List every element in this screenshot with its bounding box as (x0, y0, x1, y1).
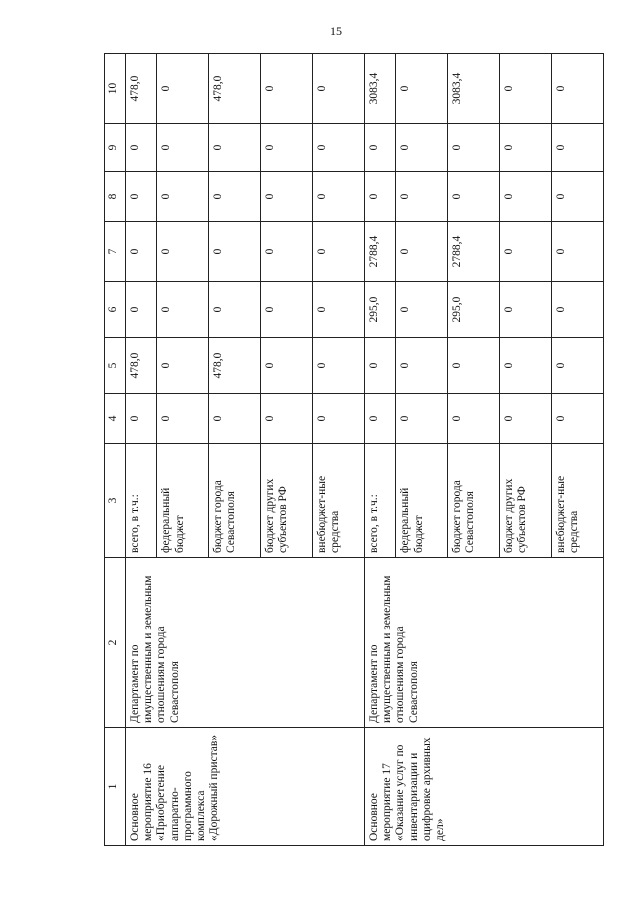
executor-cell: Департамент по имущественным и земельным отношениям города Севастополя (364, 558, 603, 728)
value-cell: 478,0 (209, 54, 261, 124)
column-number-cell: 6 (105, 282, 126, 338)
value-cell: 0 (551, 54, 603, 124)
value-cell: 0 (157, 124, 209, 172)
value-cell: 478,0 (209, 338, 261, 394)
value-cell: 0 (261, 338, 313, 394)
value-cell: 0 (551, 338, 603, 394)
value-cell: 0 (313, 282, 365, 338)
value-cell: 0 (313, 124, 365, 172)
value-cell: 0 (500, 394, 552, 444)
value-cell: 0 (396, 222, 448, 282)
value-cell: 0 (157, 394, 209, 444)
value-cell: 0 (313, 394, 365, 444)
value-cell: 0 (396, 172, 448, 222)
value-cell: 0 (396, 54, 448, 124)
value-cell: 0 (500, 338, 552, 394)
rotated-table-container (104, 54, 604, 846)
funding-source-cell: всего, в т.ч.: (126, 444, 157, 558)
value-cell: 0 (209, 282, 261, 338)
value-cell: 0 (126, 222, 157, 282)
column-number-cell: 5 (105, 338, 126, 394)
value-cell: 0 (157, 172, 209, 222)
value-cell: 0 (209, 124, 261, 172)
value-cell: 478,0 (126, 54, 157, 124)
value-cell: 0 (126, 124, 157, 172)
value-cell: 0 (364, 124, 395, 172)
value-cell: 0 (261, 394, 313, 444)
value-cell: 0 (500, 54, 552, 124)
value-cell: 0 (126, 172, 157, 222)
measure-title-cell: Основное мероприятие 16 «Приобретение аппаратно-программного комплекса «Дорожный пристав» (126, 728, 365, 846)
value-cell: 0 (448, 124, 500, 172)
value-cell: 0 (261, 124, 313, 172)
value-cell: 0 (396, 282, 448, 338)
value-cell: 0 (157, 338, 209, 394)
value-cell: 0 (126, 282, 157, 338)
value-cell: 0 (500, 222, 552, 282)
table-row (126, 54, 157, 846)
value-cell: 0 (448, 338, 500, 394)
column-number-cell: 10 (105, 54, 126, 124)
value-cell: 0 (209, 394, 261, 444)
column-number-cell: 4 (105, 394, 126, 444)
funding-source-cell: бюджет города Севастополя (209, 444, 261, 558)
funding-source-cell: федеральный бюджет (157, 444, 209, 558)
value-cell: 0 (313, 172, 365, 222)
value-cell: 0 (157, 222, 209, 282)
value-cell: 0 (396, 338, 448, 394)
value-cell: 0 (551, 394, 603, 444)
funding-source-cell: всего, в т.ч.: (364, 444, 395, 558)
funding-source-cell: бюджет других субъектов РФ (261, 444, 313, 558)
value-cell: 0 (261, 54, 313, 124)
value-cell: 0 (157, 282, 209, 338)
funding-source-cell: бюджет других субъектов РФ (500, 444, 552, 558)
value-cell: 0 (261, 282, 313, 338)
value-cell: 0 (126, 394, 157, 444)
value-cell: 0 (500, 282, 552, 338)
executor-cell: Департамент по имущественным и земельным отношениям города Севастополя (126, 558, 365, 728)
funding-source-cell: внебюджет-ные средства (313, 444, 365, 558)
column-number-cell: 1 (105, 728, 126, 846)
value-cell: 0 (313, 222, 365, 282)
column-number-cell: 2 (105, 558, 126, 728)
value-cell: 0 (551, 172, 603, 222)
value-cell: 3083,4 (364, 54, 395, 124)
value-cell: 0 (551, 124, 603, 172)
value-cell: 0 (313, 338, 365, 394)
column-number-row (105, 54, 126, 846)
value-cell: 295,0 (448, 282, 500, 338)
column-number-cell: 3 (105, 444, 126, 558)
value-cell: 0 (209, 222, 261, 282)
value-cell: 0 (364, 172, 395, 222)
funding-source-cell: внебюджет-ные средства (551, 444, 603, 558)
column-number-cell: 9 (105, 124, 126, 172)
value-cell: 0 (364, 394, 395, 444)
value-cell: 0 (551, 222, 603, 282)
funding-source-cell: федеральный бюджет (396, 444, 448, 558)
funding-source-cell: бюджет города Севастополя (448, 444, 500, 558)
value-cell: 0 (261, 172, 313, 222)
column-number-cell: 7 (105, 222, 126, 282)
value-cell: 0 (396, 124, 448, 172)
page-number: 15 (330, 24, 342, 38)
value-cell: 0 (209, 172, 261, 222)
value-cell: 295,0 (364, 282, 395, 338)
value-cell: 2788,4 (448, 222, 500, 282)
value-cell: 0 (500, 124, 552, 172)
value-cell: 0 (313, 54, 365, 124)
value-cell: 0 (261, 222, 313, 282)
value-cell: 0 (448, 172, 500, 222)
budget-table (104, 53, 604, 846)
value-cell: 2788,4 (364, 222, 395, 282)
value-cell: 0 (448, 394, 500, 444)
value-cell: 0 (364, 338, 395, 394)
value-cell: 3083,4 (448, 54, 500, 124)
value-cell: 0 (551, 282, 603, 338)
column-number-cell: 8 (105, 172, 126, 222)
value-cell: 0 (396, 394, 448, 444)
value-cell: 478,0 (126, 338, 157, 394)
table-body (105, 54, 604, 846)
value-cell: 0 (500, 172, 552, 222)
value-cell: 0 (157, 54, 209, 124)
table-row (364, 54, 395, 846)
measure-title-cell: Основное мероприятие 17 «Оказание услуг по инвентаризации и оцифровке архивных дел» (364, 728, 603, 846)
